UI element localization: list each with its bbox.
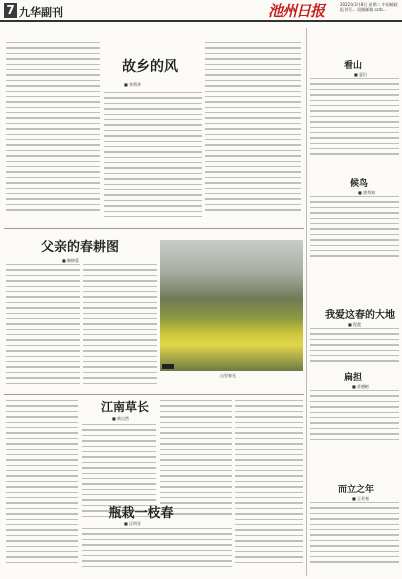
poem-text (310, 390, 399, 450)
divider (4, 394, 304, 395)
text-column (6, 264, 80, 392)
poem-author: ■ 苏德彬 (352, 384, 370, 389)
poem-text (310, 78, 399, 164)
text-column (104, 92, 202, 224)
issue-info: 2022年3月8日 星期二 中国邮政报刊号... 投稿邮箱 czrb... (340, 2, 398, 12)
text-column (6, 400, 78, 574)
poem-text (310, 196, 399, 268)
article-title: 瓶栽一枝春 (108, 506, 174, 521)
poem-author: ■ 王若尧 (352, 496, 370, 501)
page-header (0, 0, 402, 22)
text-column (6, 42, 100, 222)
poem-title: 候鸟 (350, 179, 369, 189)
poem-text (310, 328, 399, 368)
article-author: ■ 汪明亚 (124, 521, 142, 526)
column-divider (306, 28, 307, 576)
article-title: 故乡的风 (122, 59, 178, 75)
photo-caption: 山里春光 (220, 373, 236, 378)
section-title: 九华副刊 (19, 6, 63, 19)
text-column (82, 528, 232, 574)
poem-title: 而立之年 (338, 485, 375, 495)
poem-author: ■ 唐秀知 (358, 190, 376, 195)
poem-author: ■ 夏衍 (354, 72, 368, 77)
divider (4, 228, 304, 229)
text-column (205, 42, 301, 224)
text-column (83, 264, 157, 392)
landscape-photo (160, 240, 303, 371)
poem-text (310, 502, 399, 574)
poem-title: 我爱这春的大地 (325, 310, 395, 321)
poem-title: 看山 (344, 61, 363, 71)
article-author: ■ 李利华 (124, 82, 142, 87)
article-title: 父亲的春耕图 (40, 240, 119, 255)
article-author: ■ 陶锦蓉 (62, 258, 80, 263)
text-column (235, 400, 303, 574)
photo-icon (162, 364, 174, 369)
newspaper-logo: 池州日报 (268, 2, 325, 20)
page-number: 7 (4, 3, 17, 18)
article-author: ■ 黄自然 (112, 416, 130, 421)
poem-author: ■ 程震 (348, 322, 362, 327)
poem-title: 扁担 (344, 373, 363, 383)
article-title: 江南草长 (100, 400, 149, 414)
